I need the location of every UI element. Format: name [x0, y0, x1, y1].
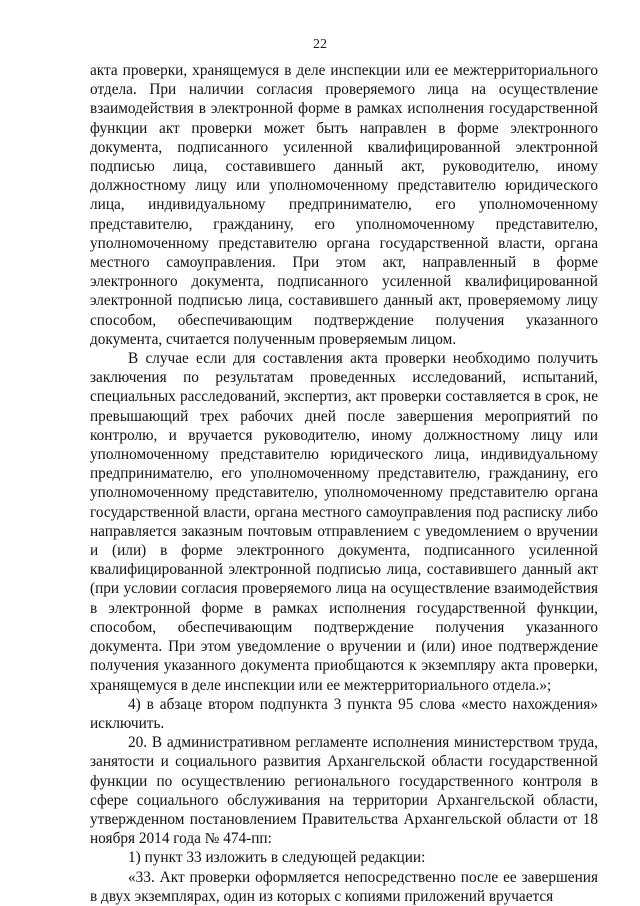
- document-body: [90, 61, 598, 906]
- page-number: 22: [313, 37, 327, 52]
- paragraph-continuation: акта проверки, хранящемуся в деле инспекции или ее межтерриториального отдела. При наличии согласия проверяемого лица на осуществление взаимодействия в электронной форме в рамках исполнения государственной функции акт проверки может быть направлен в форме электронного документа, подписанного усиленной квалифицированной электронной подписью лица, составившего данный акт, руководителю, иному должностному лицу или уполномоченному представителю юридического лица, индивидуальному предпринимателю, его уполномоченному представителю, гражданину, его уполномоченному представителю, уполномоченному представителю органа государственной власти, органа местного самоуправления. При этом акт, направленный в форме электронного документа, подписанного усиленной квалифицированной электронной подписью лица, составившего данный акт, проверяемому лицу способом, обеспечивающим подтверждение получения указанного документа, считается полученным проверяемым лицом.: [90, 62, 598, 348]
- paragraph-point-33: «33. Акт проверки оформляется непосредственно после ее завершения в двух экземплярах, один из которых с копиями приложений вручается: [90, 868, 598, 905]
- paragraph-subpoint-4: 4) в абзаце втором подпункта 3 пункта 95 слова «место нахождения» исключить.: [90, 695, 598, 732]
- paragraph-subpoint-1: 1) пункт 33 изложить в следующей редакции:: [128, 849, 426, 867]
- paragraph-point-20: 20. В административном регламенте исполнения министерством труда, занятости и социального развития Архангельской области государственной функции по осуществлению регионального государственного контроля в сфере социального обслуживания на территории Архангельской области, утвержденном постановлением Правительства Архангельской области от 18 ноября 2014 года № 474-пп:: [90, 734, 598, 848]
- paragraph-act-conclusions: В случае если для составления акта проверки необходимо получить заключения по результатам проведенных исследований, испытаний, специальных расследований, экспертиз, акт проверки составляется в срок, не превышающий трех рабочих дней после завершения мероприятий по контролю, и вручается руководителю, иному должностному лицу или уполномоченному представителю юридического лица, индивидуальному предпринимателю, его уполномоченному представителю, гражданину, его уполномоченному представителю, уполномоченному представителю органа государственной власти, органа местного самоуправления под расписку либо направляется заказным почтовым отправлением с уведомлением о вручении и (или) в форме электронного документа, подписанного усиленной квалифицированной электронной подписью лица, составившего данный акт (при условии согласия проверяемого лица на осуществление взаимодействия в электронной форме в рамках исполнения государственной функции, способом, обеспечивающим подтверждение получения указанного документа. При этом уведомление о вручении и (или) иное подтверждение получения указанного документа приобщаются к экземпляру акта проверки, хранящемуся в деле инспекции или ее межтерриториального отдела.»;: [90, 350, 598, 694]
